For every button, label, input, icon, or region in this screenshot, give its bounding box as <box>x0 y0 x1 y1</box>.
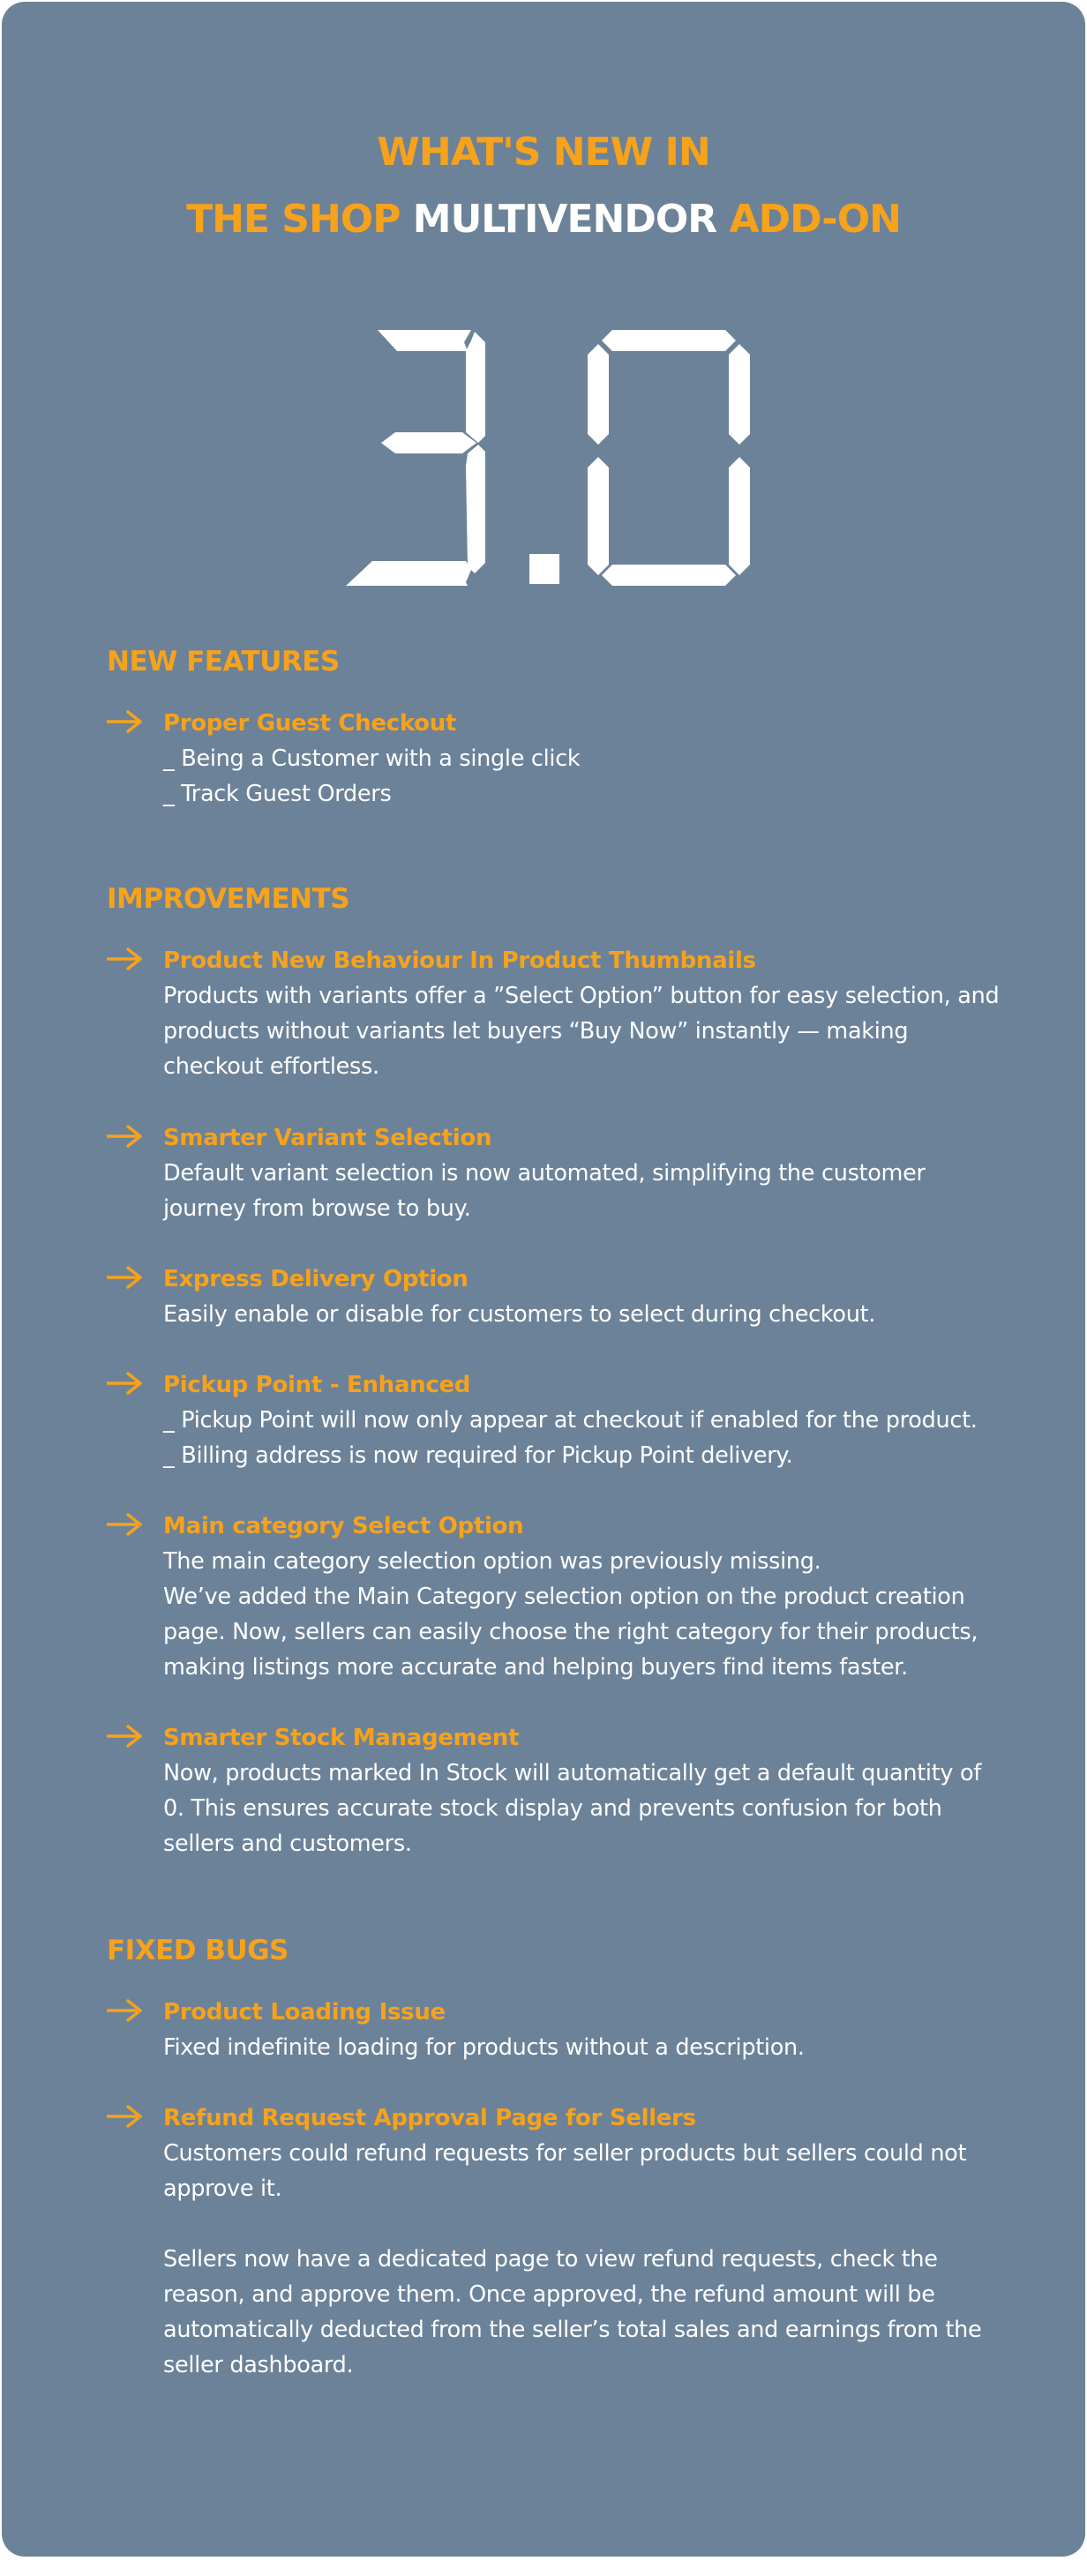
arrow-right-icon <box>107 1997 144 2024</box>
description-line: journey from browse to buy. <box>163 1195 471 1222</box>
description-line: approve it. <box>163 2175 282 2202</box>
description-line: The main category selection option was previously missing. <box>163 1548 821 1575</box>
description-spacer <box>163 2206 1028 2242</box>
item-description <box>163 1756 1028 1861</box>
description-line: automatically deducted from the seller’s total sales and earnings from the <box>163 2317 982 2343</box>
description-line: 0. This ensures accurate stock display and prevents confusion for both <box>163 1795 942 1822</box>
description-line: Now, products marked In Stock will automatically get a default quantity of <box>163 1760 981 1786</box>
description-line: Default variant selection is now automated, simplifying the customer <box>163 1160 926 1187</box>
item-title: Pickup Point - Enhanced <box>163 1372 471 1398</box>
description-line: Easily enable or disable for customers to select during checkout. <box>163 1301 876 1328</box>
heading-multivendor: MULTIVENDOR <box>412 197 717 242</box>
digit-3 <box>346 330 485 586</box>
item-title: Smarter Stock Management <box>163 1725 520 1751</box>
description-line: checkout effortless. <box>163 1053 379 1080</box>
item-title: Proper Guest Checkout <box>163 710 457 737</box>
digit-0 <box>588 330 750 586</box>
description-line: _ Being a Customer with a single click <box>163 745 581 772</box>
description-line: Products with variants offer a ”Select Option” button for easy selection, and <box>163 983 1000 1009</box>
heading-the-shop: THE SHOP <box>186 197 401 242</box>
description-line: seller dashboard. <box>163 2352 354 2378</box>
description-line: reason, and approve them. Once approved, the refund amount will be <box>163 2281 935 2308</box>
description-line: _ Billing address is now required for Pickup Point delivery. <box>163 1442 793 1469</box>
description-line: Sellers now have a dedicated page to view refund requests, check the <box>163 2246 938 2273</box>
item-description <box>163 2136 1028 2383</box>
item-description <box>163 978 1028 1084</box>
section-title-fixed-bugs: FIXED BUGS <box>107 1935 289 1966</box>
section-title-improvements: IMPROVEMENTS <box>107 883 350 915</box>
description-line: making listings more accurate and helping buyers find items faster. <box>163 1654 908 1681</box>
item-title: Smarter Variant Selection <box>163 1125 492 1151</box>
description-line: products without variants let buyers “Buy Now” instantly — making <box>163 1018 909 1045</box>
arrow-right-icon <box>107 1511 144 1538</box>
item-description <box>163 1403 1028 1473</box>
item-description <box>163 741 1028 812</box>
heading-line-2 <box>2 193 1085 246</box>
section-title-new-features: NEW FEATURES <box>107 646 340 678</box>
arrow-right-icon <box>107 1264 144 1291</box>
heading-line-1 <box>2 126 1085 179</box>
description-line: _ Pickup Point will now only appear at checkout if enabled for the product. <box>163 1407 978 1434</box>
version-number-3-0 <box>346 330 752 586</box>
item-description <box>163 2030 1028 2065</box>
decimal-point <box>529 554 559 584</box>
description-line: page. Now, sellers can easily choose the right category for their products, <box>163 1619 978 1645</box>
item-title: Main category Select Option <box>163 1513 524 1539</box>
description-line: sellers and customers. <box>163 1831 412 1857</box>
description-line: We’ve added the Main Category selection option on the product creation <box>163 1584 965 1610</box>
heading-whats-new: WHAT'S NEW IN <box>377 130 710 175</box>
heading-add-on: ADD-ON <box>729 197 901 242</box>
arrow-right-icon <box>107 1370 144 1397</box>
item-title: Product New Behaviour In Product Thumbnails <box>163 947 756 974</box>
item-title: Refund Request Approval Page for Sellers <box>163 2105 696 2131</box>
item-title: Product Loading Issue <box>163 1999 446 2026</box>
arrow-right-icon <box>107 708 144 735</box>
description-line: _ Track Guest Orders <box>163 781 392 807</box>
item-description <box>163 1156 1028 1226</box>
arrow-right-icon <box>107 1723 144 1749</box>
item-title: Express Delivery Option <box>163 1266 469 1292</box>
item-description <box>163 1544 1028 1685</box>
description-line: Fixed indefinite loading for products without a description. <box>163 2034 805 2061</box>
item-description <box>163 1297 1028 1332</box>
arrow-right-icon <box>107 1123 144 1149</box>
arrow-right-icon <box>107 2103 144 2130</box>
arrow-right-icon <box>107 946 144 972</box>
description-line: Customers could refund requests for seller products but sellers could not <box>163 2140 967 2167</box>
release-notes-card <box>2 2 1085 2557</box>
